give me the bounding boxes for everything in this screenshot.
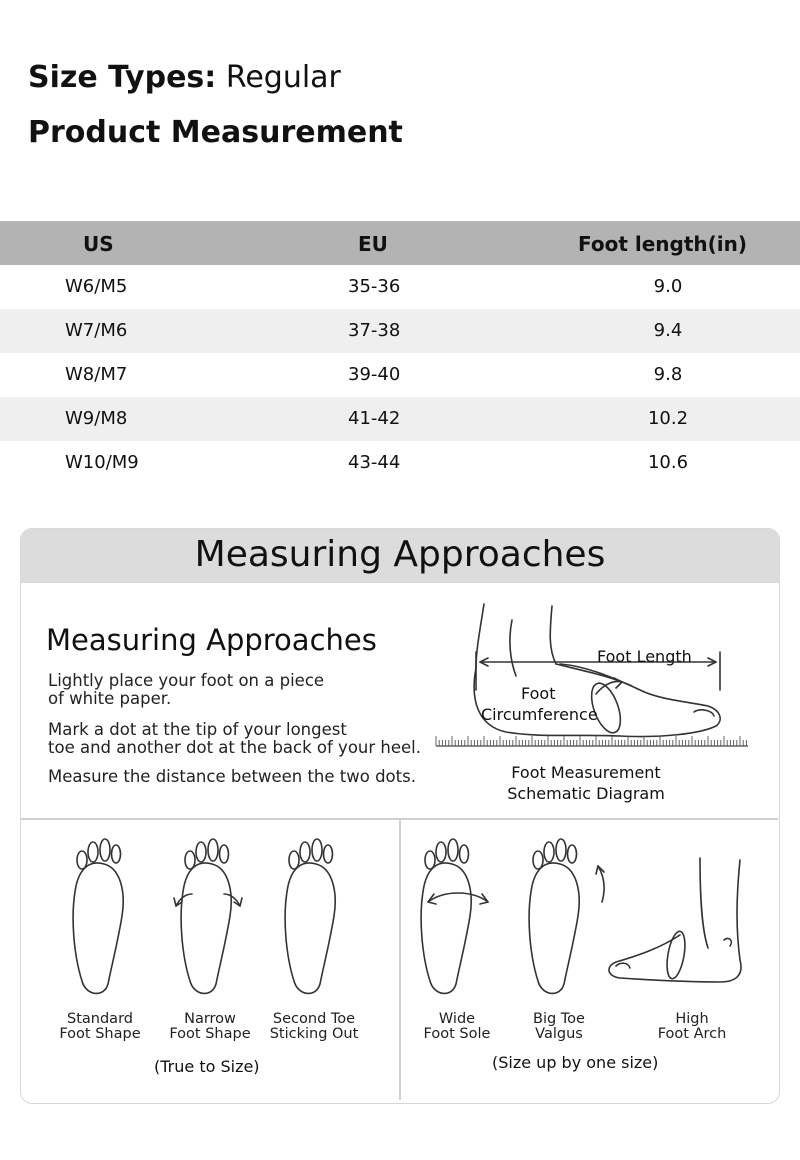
label-line-1: Second Toe <box>272 1011 356 1027</box>
measuring-title: Measuring Approaches <box>46 623 377 657</box>
cell-foot-length: 9.0 <box>653 276 683 297</box>
cell-us: W7/M6 <box>65 320 128 341</box>
second-toe-foot-icon <box>285 839 335 993</box>
label-line-1: Narrow <box>184 1011 236 1027</box>
label-line-2: Foot Shape <box>169 1026 251 1042</box>
diagram-caption-line-1: Foot Measurement <box>511 763 661 782</box>
cell-eu: 37-38 <box>348 320 401 341</box>
column-header-foot-length: Foot length(in) <box>578 232 748 256</box>
standard-foot-icon <box>73 839 123 993</box>
column-header-us: US <box>83 232 114 256</box>
cell-eu: 43-44 <box>348 452 401 473</box>
foot-length-label: Foot Length <box>597 647 692 666</box>
cell-us: W10/M9 <box>65 452 139 473</box>
cell-foot-length: 10.2 <box>647 408 689 429</box>
cell-us: W6/M5 <box>65 276 128 297</box>
step-2-line-1: Mark a dot at the tip of your longest <box>48 720 347 739</box>
foot-circumference-label-2: Circumference <box>481 705 598 724</box>
cell-foot-length: 9.4 <box>653 320 683 341</box>
label-line-1: Wide <box>438 1011 476 1027</box>
cell-eu: 41-42 <box>348 408 401 429</box>
cell-eu: 39-40 <box>348 364 401 385</box>
narrow-foot-icon <box>181 839 231 993</box>
diagram-caption-line-2: Schematic Diagram <box>507 784 665 803</box>
label-line-2: Foot Arch <box>657 1026 727 1042</box>
size-types-label: Size Types: <box>28 60 217 95</box>
foot-shape-label <box>412 1012 502 1042</box>
label-line-2: Sticking Out <box>269 1026 359 1042</box>
label-line-1: Big Toe <box>533 1011 585 1027</box>
measuring-banner-title: Measuring Approaches <box>21 529 779 583</box>
foot-shape-label <box>50 1012 150 1042</box>
foot-shape-label <box>514 1012 604 1042</box>
cell-foot-length: 10.6 <box>647 452 689 473</box>
foot-shape-label <box>160 1012 260 1042</box>
foot-circumference-label-1: Foot <box>521 684 556 703</box>
high-arch-foot-icon <box>609 858 741 982</box>
step-1-line-2: of white paper. <box>48 689 172 708</box>
true-to-size-note: (True to Size) <box>154 1057 260 1076</box>
step-3-line-1: Measure the distance between the two dots. <box>48 767 416 786</box>
size-types-value: Regular <box>225 60 341 95</box>
label-line-2: Foot Sole <box>423 1026 491 1042</box>
cell-eu: 35-36 <box>348 276 401 297</box>
cell-foot-length: 9.8 <box>653 364 683 385</box>
big-toe-valgus-icon <box>529 839 579 993</box>
foot-shape-label <box>262 1012 366 1042</box>
step-1-line-1: Lightly place your foot on a piece <box>48 671 325 690</box>
foot-shape-label <box>646 1012 738 1042</box>
product-measurement-heading: Product Measurement <box>28 115 403 150</box>
label-line-1: Standard <box>67 1011 133 1027</box>
column-header-eu: EU <box>358 232 388 256</box>
label-line-2: Foot Shape <box>59 1026 141 1042</box>
label-line-2: Valgus <box>535 1026 583 1042</box>
wide-foot-icon <box>421 839 471 993</box>
label-line-1: High <box>675 1011 709 1027</box>
cell-us: W8/M7 <box>65 364 128 385</box>
size-up-note: (Size up by one size) <box>492 1053 659 1072</box>
step-2-line-2: toe and another dot at the back of your heel. <box>48 738 421 757</box>
cell-us: W9/M8 <box>65 408 128 429</box>
